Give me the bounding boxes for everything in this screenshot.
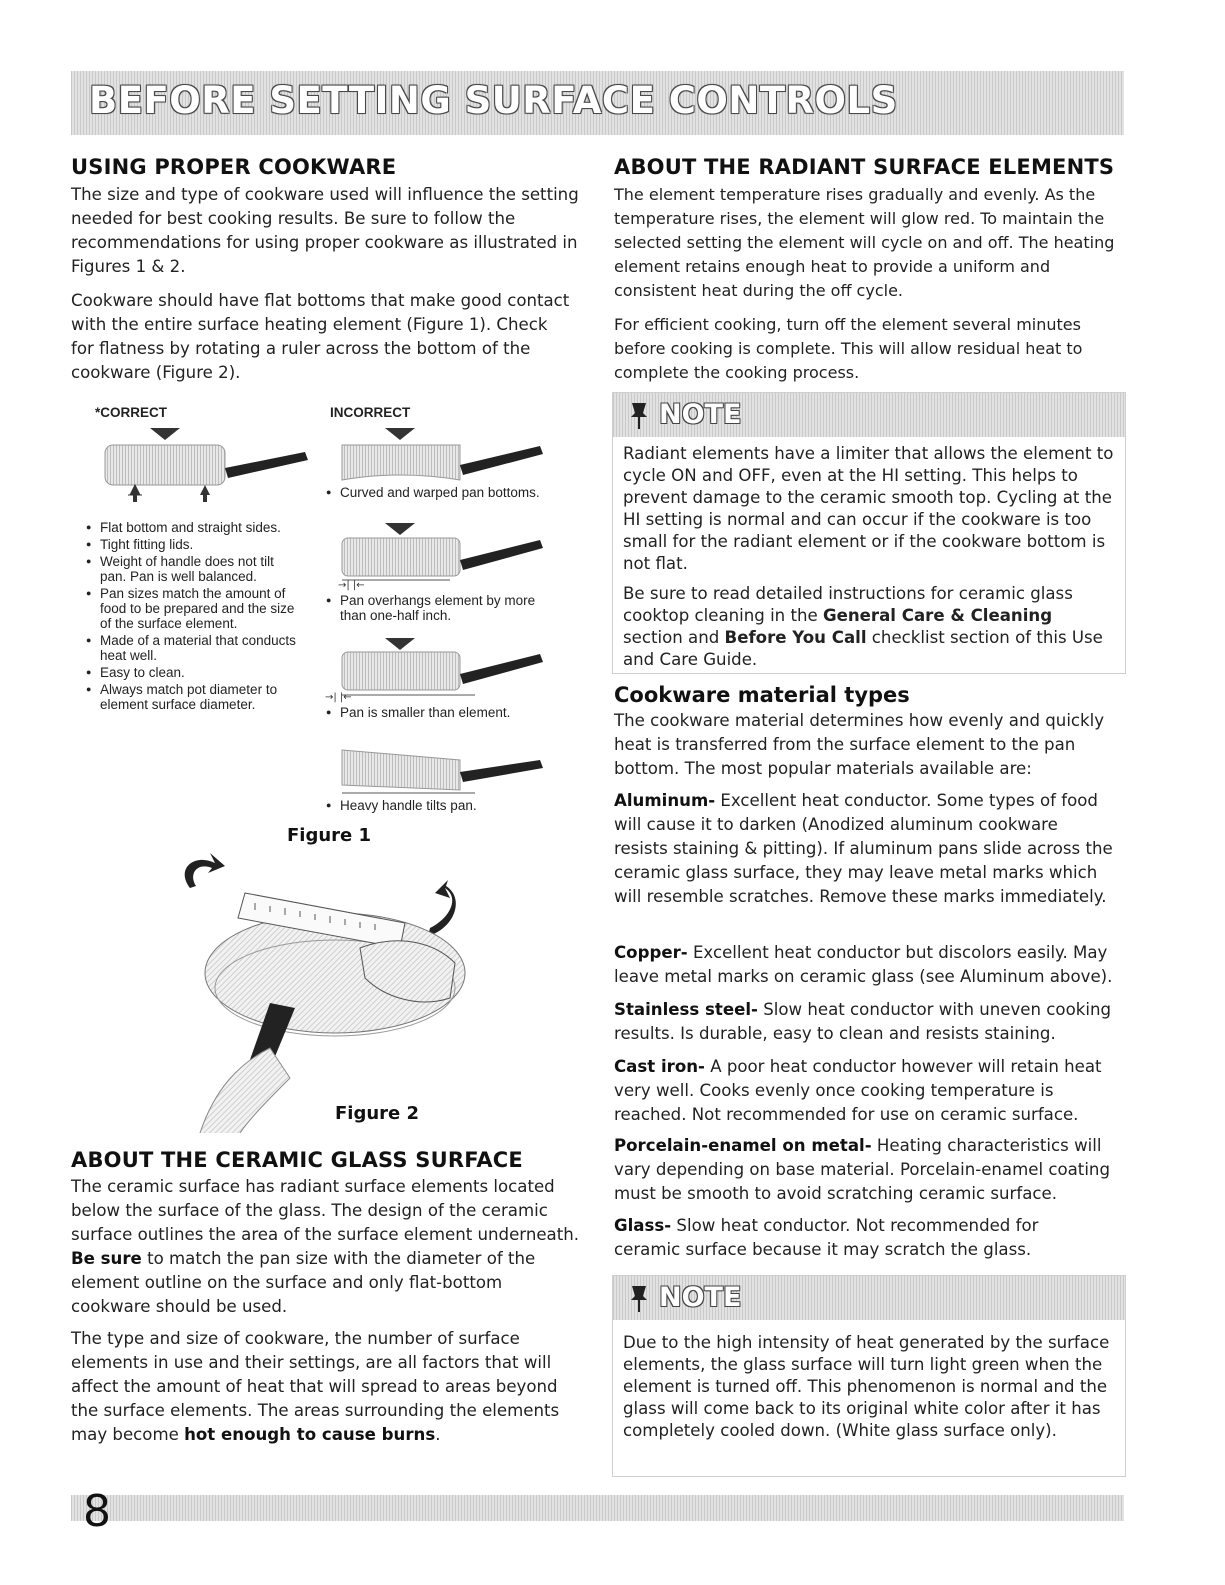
header-banner <box>71 71 1124 135</box>
material-name: Stainless steel- <box>614 1000 758 1019</box>
small-pan-icon <box>325 638 543 703</box>
material-text: Excellent heat conductor. Some types of food will cause it to darken (Anodized aluminum cookware resists staining & pitting). If aluminum pans slide across the ceramic glass surface, they may leave metal marks which will resemble scratches. Remove these marks immediately. <box>614 791 1113 906</box>
radiant-heading: ABOUT THE RADIANT SURFACE ELEMENTS <box>614 155 1115 179</box>
note-title-2: NOTE <box>659 1282 742 1313</box>
correct-list <box>82 520 302 714</box>
svg-text:→| |←: →| |← <box>338 580 365 591</box>
incorrect-item: ● Pan overhangs element by more than one-half inch. <box>322 593 552 623</box>
ceramic-p2-text-end: . <box>435 1425 441 1444</box>
rotate-arrow-right-icon <box>428 880 456 936</box>
ceramic-heading: ABOUT THE CERAMIC GLASS SURFACE <box>71 1148 523 1172</box>
material-text: A poor heat conductor however will retain heat very well. Cooks evenly once cooking temperature is reached. Not recommended for use on ceramic surface. <box>614 1057 1102 1124</box>
note-title-1: NOTE <box>659 399 742 430</box>
warped-pan-icon <box>342 428 543 480</box>
ceramic-paragraph-1 <box>71 1175 581 1319</box>
rotate-arrow-left-icon <box>185 853 225 888</box>
figure-1-caption: Figure 1 <box>287 825 372 846</box>
note-1-p2-bold-1: General Care & Cleaning <box>822 606 1053 625</box>
material-name: Copper- <box>614 943 688 962</box>
incorrect-item: ● Pan is smaller than element. <box>322 705 552 720</box>
note-1-paragraph-2 <box>623 583 1117 671</box>
material-text: Slow heat conductor with uneven cooking results. Is durable, easy to clean and resists staining. <box>614 1000 1112 1043</box>
material-text: Heating characteristics will vary depending on base material. Porcelain-enamel coating must be smooth to avoid scratching ceramic surface. <box>614 1136 1110 1203</box>
note-box-2 <box>612 1275 1126 1477</box>
correct-item: ● Easy to clean. <box>82 665 302 680</box>
material-aluminum <box>614 789 1114 909</box>
incorrect-item: ● Heavy handle tilts pan. <box>322 798 552 813</box>
note-header-1 <box>613 393 1125 437</box>
note-body-2 <box>623 1332 1117 1450</box>
material-porcelain <box>614 1134 1124 1206</box>
material-text: Excellent heat conductor but discolors easily. May leave metal marks on ceramic glass (see Aluminum above). <box>614 943 1113 986</box>
material-name: Glass- <box>614 1216 672 1235</box>
incorrect-item-4 <box>322 798 552 815</box>
material-text: Slow heat conductor. Not recommended for ceramic surface because it may scratch the glass. <box>614 1216 1039 1259</box>
ceramic-p1-text-end: to match the pan size with the diameter of the element outline on the surface and only flat-bottom cookware should be used. <box>71 1249 536 1316</box>
note-body-1 <box>623 443 1117 679</box>
correct-item: ● Made of a material that conducts heat well. <box>82 633 302 663</box>
cookware-heading: USING PROPER COOKWARE <box>71 155 397 179</box>
ceramic-paragraph-2 <box>71 1327 581 1447</box>
materials-heading: Cookware material types <box>614 683 910 707</box>
radiant-paragraph-2: For efficient cooking, turn off the element several minutes before cooking is complete. This will allow residual heat to complete the cooking process. <box>614 315 1083 382</box>
correct-pan-icon <box>105 428 308 502</box>
radiant-paragraph-1: The element temperature rises gradually and evenly. As the temperature rises, the element will glow red. To maintain the selected setting the element will cycle on and off. The heating element retains enough heat to provide a uniform and consistent heat during the off cycle. <box>614 185 1115 300</box>
material-name: Cast iron- <box>614 1057 705 1076</box>
material-copper <box>614 941 1124 989</box>
material-name: Aluminum- <box>614 791 716 810</box>
figure-2-caption: Figure 2 <box>335 1103 420 1124</box>
note-1-p2-bold-2: Before You Call <box>724 628 867 647</box>
note-2-paragraph: Due to the high intensity of heat generated by the surface elements, the glass surface will turn light green when the element is turned off. This phenomenon is normal and the glass will come back to its original white color after it has completely cooled down. (White glass surface only). <box>623 1333 1110 1440</box>
correct-item: ● Always match pot diameter to element surface diameter. <box>82 682 302 712</box>
correct-label: *CORRECT <box>95 405 168 420</box>
note-header-2 <box>613 1276 1125 1320</box>
incorrect-label: INCORRECT <box>330 405 411 420</box>
page-number: 8 <box>83 1486 111 1537</box>
incorrect-item-3 <box>322 705 552 722</box>
material-stainless <box>614 998 1124 1046</box>
ceramic-p1-bold: Be sure <box>71 1249 142 1268</box>
note-1-p2-text-mid: section and <box>623 628 725 647</box>
note-1-p2-text: Be sure to read detailed instructions for ceramic glass cooktop cleaning in the <box>623 584 1073 625</box>
correct-item: ● Weight of handle does not tilt pan. Pan is well balanced. <box>82 554 302 584</box>
correct-item: ● Flat bottom and straight sides. <box>82 520 302 535</box>
cookware-paragraph-1: The size and type of cookware used will influence the setting needed for best cooking results. Be sure to follow the recommendations for using proper cookware as illustrated in Figures 1 & 2. <box>71 185 579 276</box>
ceramic-p2-text: The type and size of cookware, the number of surface elements in use and their settings, are all factors that will affect the amount of heat that will spread to areas beyond the surface elements. The areas surrounding the elements may become <box>71 1329 560 1444</box>
materials-intro: The cookware material determines how evenly and quickly heat is transferred from the surface element to the pan bottom. The most popular materials available are: <box>614 711 1105 778</box>
incorrect-item: ● Curved and warped pan bottoms. <box>322 485 552 500</box>
tilted-pan-icon <box>342 750 543 793</box>
correct-item: ● Tight fitting lids. <box>82 537 302 552</box>
page-title: BEFORE SETTING SURFACE CONTROLS <box>89 79 898 122</box>
ceramic-p1-text: The ceramic surface has radiant surface elements located below the surface of the glass. The design of the ceramic surface outlines the area of the surface element underneath. <box>71 1177 580 1244</box>
svg-text:→| |←: →| |← <box>325 692 352 703</box>
note-box-1 <box>612 392 1126 674</box>
incorrect-item-1 <box>322 485 552 502</box>
footer-bar <box>71 1495 1124 1521</box>
pushpin-icon <box>627 1284 651 1314</box>
note-1-paragraph-1: Radiant elements have a limiter that allows the element to cycle ON and OFF, even at the HI setting. This helps to prevent damage to the ceramic smooth top. Cycling at the HI setting is normal and can occur if the cookware is too small for the radiant element or if the cookware bottom is not flat. <box>623 444 1114 573</box>
cookware-paragraph-2: Cookware should have flat bottoms that make good contact with the entire surface heating element (Figure 1). Check for flatness by rotating a ruler across the bottom of the cookware (Figure 2). <box>71 291 570 382</box>
overhang-pan-icon <box>338 523 543 591</box>
incorrect-item-2 <box>322 593 552 625</box>
figure-2-illustration <box>160 848 480 1133</box>
note-1-p2-text-end: checklist section of this Use and Care Guide. <box>623 628 1103 669</box>
material-glass <box>614 1214 1084 1262</box>
material-name: Porcelain-enamel on metal- <box>614 1136 872 1155</box>
ceramic-p2-bold: hot enough to cause burns <box>184 1425 436 1444</box>
material-cast-iron <box>614 1055 1119 1127</box>
correct-item: ● Pan sizes match the amount of food to be prepared and the size of the surface element. <box>82 586 302 631</box>
pushpin-icon <box>627 401 651 431</box>
